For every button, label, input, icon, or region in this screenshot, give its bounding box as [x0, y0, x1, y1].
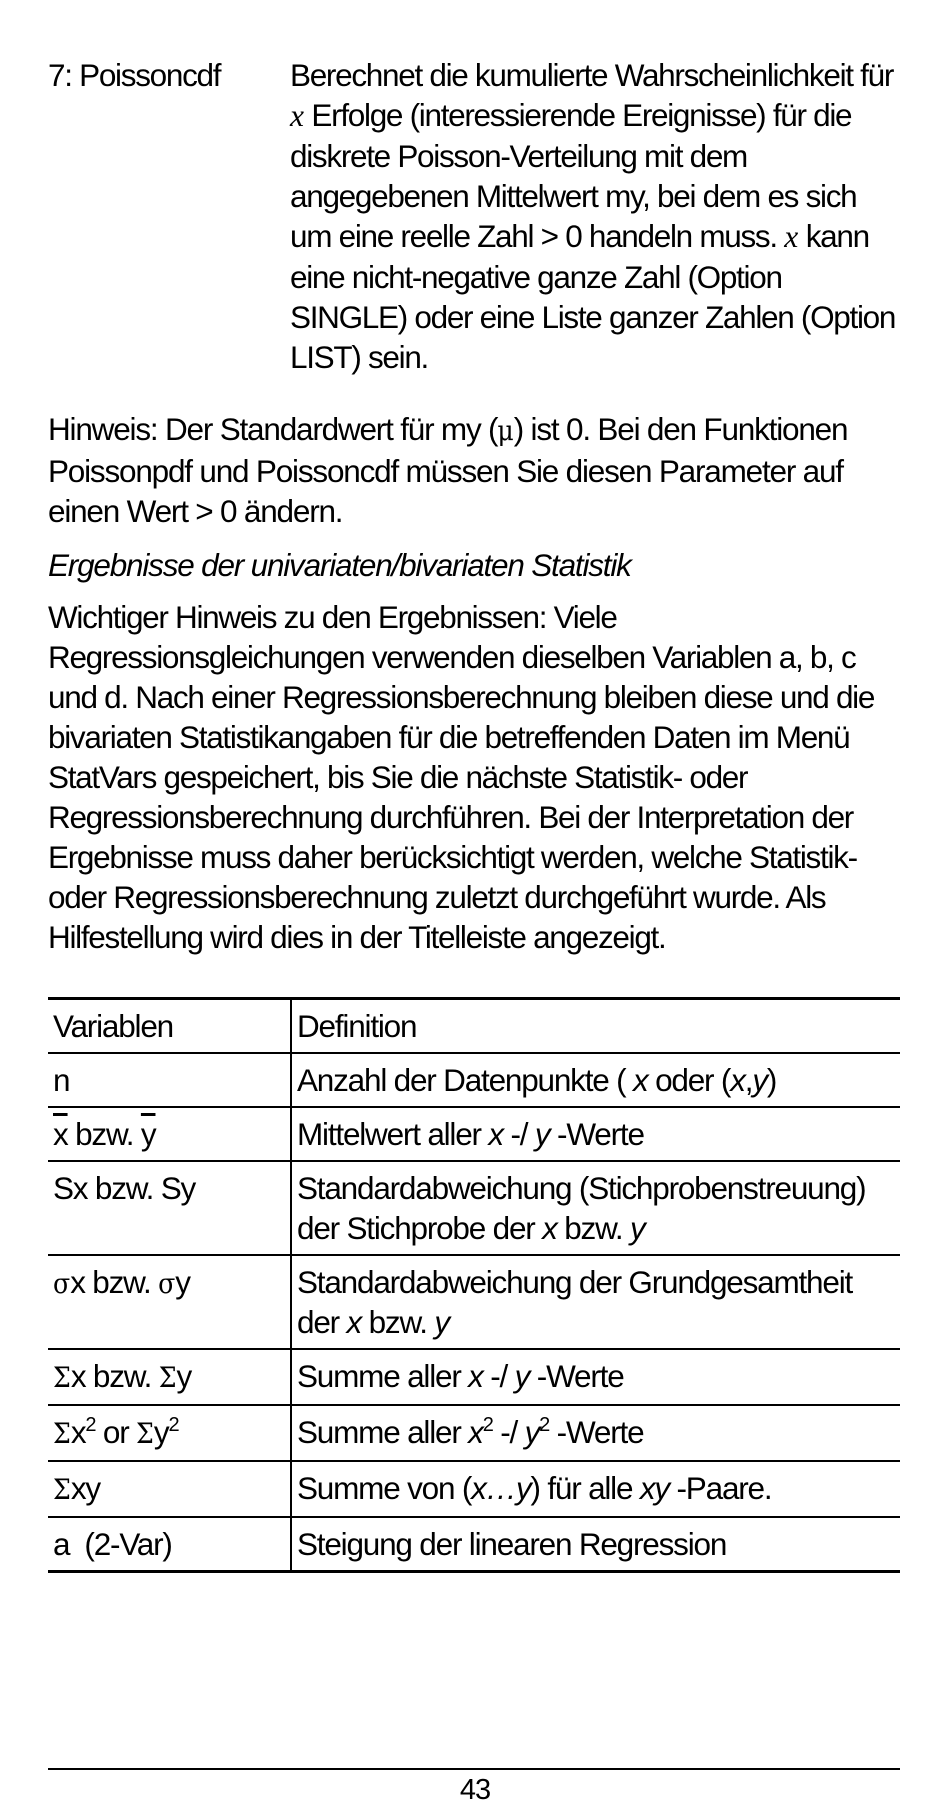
math-y: y — [524, 1414, 540, 1450]
variable-text: y — [175, 1264, 190, 1300]
math-x: x — [784, 219, 799, 254]
definition-text: ) — [766, 1062, 777, 1098]
math-y: y — [514, 1358, 530, 1394]
summation-symbol: Σ — [53, 1361, 71, 1394]
definition-text: Standardabweichung (Stichprobenstreuung) der Stichprobe der — [297, 1170, 866, 1246]
definition-cell — [291, 1107, 900, 1161]
variable-text: n — [53, 1062, 70, 1098]
section-title: Ergebnisse der univariaten/bivariaten Statistik — [48, 547, 631, 583]
table-row — [48, 1161, 900, 1255]
hint-text: ) ist 0. Bei den Funktionen Poissonpdf und Poissoncdf müssen Sie diesen Parameter auf einen Wert > 0 ändern. — [48, 411, 848, 529]
variable-cell — [48, 1349, 291, 1405]
table-row — [48, 1405, 900, 1461]
variable-cell — [48, 1161, 291, 1255]
definition-text: -Werte — [549, 1116, 644, 1152]
summation-symbol: Σ — [53, 1417, 71, 1450]
definition-cell — [291, 1161, 900, 1255]
variable-cell — [48, 1053, 291, 1107]
math-x: x — [468, 1414, 483, 1450]
definition-text: ) für alle — [530, 1470, 640, 1506]
variable-text: bzw. — [67, 1116, 141, 1152]
math-x: x — [730, 1062, 745, 1098]
variable-text: x bzw. — [70, 1264, 159, 1300]
math-x-to-y: x…y — [471, 1470, 531, 1506]
superscript-2: 2 — [85, 1414, 96, 1436]
math-x: x — [346, 1304, 362, 1340]
definition-text: Summe aller — [297, 1358, 469, 1394]
math-xy: xy — [639, 1470, 669, 1506]
superscript-2: 2 — [482, 1414, 493, 1436]
poissoncdf-entry — [48, 55, 900, 377]
variable-cell — [48, 1461, 291, 1517]
variable-text: or — [95, 1414, 137, 1450]
math-y: y — [630, 1210, 645, 1246]
x-bar-symbol: $\overline{x}$ — [53, 1116, 68, 1152]
summation-symbol: Σ — [158, 1361, 177, 1394]
definition-text: Mittelwert aller — [297, 1116, 489, 1152]
entry-description — [290, 55, 900, 377]
table-row — [48, 1255, 900, 1349]
definition-cell — [291, 1255, 900, 1349]
definition-cell — [291, 1517, 900, 1572]
definition-text: Standardabweichung der Grundgesamtheit der — [297, 1264, 853, 1340]
important-note: Wichtiger Hinweis zu den Ergebnissen: Viele Regressionsgleichungen verwenden dieselben Variablen a, b, c und d. Nach einer Regressionsberechnung bleiben diese und die bivariaten Statistikangaben für die betreffenden Daten im Menü StatVars gespeichert, bis Sie die nächste Statistik- oder Regressionsberechnung durchführen. Bei der Interpretation der Ergebnisse muss daher berücksichtigt werden, welche Statistik- oder Regressionsberechnung zuletzt durchgeführt wurde. Als Hilfestellung wird dies in der Titelleiste angezeigt. — [48, 599, 875, 955]
summation-symbol: Σ — [53, 1473, 71, 1506]
table-row — [48, 1053, 900, 1107]
page-number: 43 — [459, 1774, 491, 1806]
definition-text: bzw. — [361, 1304, 435, 1340]
entry-desc-text: Berechnet die kumulierte Wahrscheinlichkeit für — [290, 57, 894, 93]
entry-term: 7: Poissoncdf — [48, 57, 221, 93]
definition-text: Steigung der linearen Regression — [297, 1526, 727, 1562]
definition-cell — [291, 1053, 900, 1107]
footer-divider — [48, 1768, 900, 1770]
definition-text: Summe von ( — [297, 1470, 472, 1506]
superscript-2: 2 — [539, 1414, 550, 1436]
variable-text: y — [176, 1358, 192, 1394]
definition-text: -Werte — [529, 1358, 624, 1394]
math-y: y — [434, 1304, 449, 1340]
definition-cell — [291, 1461, 900, 1517]
definition-text: Anzahl der Datenpunkte ( — [297, 1062, 633, 1098]
definition-text: bzw. — [556, 1210, 631, 1246]
entry-desc-text: kann eine nicht-negative ganze Zahl (Option SINGLE) oder eine Liste ganzer Zahlen (Option LIST) sein. — [290, 218, 896, 375]
table-row — [48, 1107, 900, 1161]
variable-text: Sx bzw. Sy — [53, 1170, 196, 1206]
hint-paragraph — [48, 409, 900, 531]
table-row — [48, 1349, 900, 1405]
definition-text: -Werte — [549, 1414, 644, 1450]
variable-cell — [48, 1255, 291, 1349]
math-x: x — [290, 98, 304, 133]
sigma-symbol: σ — [53, 1267, 71, 1300]
definition-text: Summe aller — [297, 1414, 469, 1450]
variable-cell — [48, 1107, 291, 1161]
mu-symbol: μ — [497, 414, 514, 447]
math-y: y — [534, 1116, 550, 1152]
statistics-variables-table — [48, 997, 900, 1573]
definition-text: -/ — [502, 1116, 535, 1152]
definition-text: -/ — [492, 1414, 525, 1450]
definition-cell — [291, 1349, 900, 1405]
math-x: x — [468, 1358, 483, 1394]
sigma-symbol: σ — [158, 1267, 176, 1300]
definition-text: -/ — [482, 1358, 515, 1394]
column-header-variables: Variablen — [48, 999, 291, 1054]
math-x: x — [488, 1116, 503, 1152]
table-header-row — [48, 999, 900, 1054]
variable-cell — [48, 1405, 291, 1461]
variable-text: xy — [70, 1470, 100, 1506]
math-x: x — [632, 1062, 648, 1098]
variable-text: x — [70, 1414, 86, 1450]
definition-cell — [291, 1405, 900, 1461]
hint-text: Hinweis: Der Standardwert für my ( — [48, 411, 498, 447]
variable-text: a (2-Var) — [53, 1526, 172, 1562]
table-row — [48, 1461, 900, 1517]
y-bar-symbol: $\overline{y}$ — [140, 1116, 156, 1152]
manual-page — [48, 55, 900, 1573]
entry-desc-text: Erfolge (interessierende Ereignisse) für die diskrete Poisson-Verteilung mit dem angegebenen Mittelwert my, bei dem es sich um eine reelle Zahl > 0 handeln muss. — [290, 97, 857, 254]
column-header-definition: Definition — [291, 999, 900, 1054]
math-y: y — [752, 1062, 767, 1098]
math-x: x — [542, 1210, 557, 1246]
summation-symbol: Σ — [136, 1417, 154, 1450]
variable-text: x bzw. — [70, 1358, 159, 1394]
definition-text: , — [744, 1062, 753, 1098]
table-row — [48, 1517, 900, 1572]
variable-cell — [48, 1517, 291, 1572]
variable-text: y — [153, 1414, 169, 1450]
definition-text: -Paare. — [668, 1470, 772, 1506]
superscript-2: 2 — [168, 1414, 179, 1436]
definition-text: oder ( — [647, 1062, 731, 1098]
